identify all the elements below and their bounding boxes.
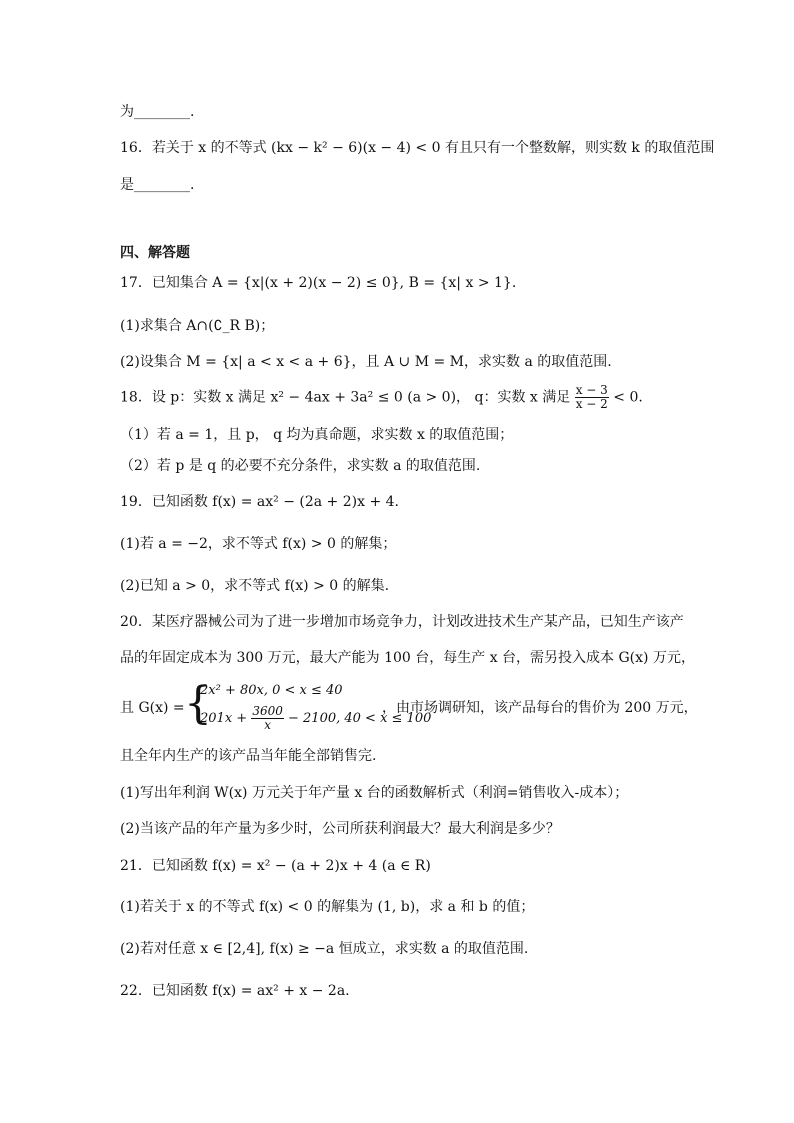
question-21: 21．已知函数 f(x) = x² − (a + 2)x + 4 (a ∈ R) [120,858,431,874]
left-brace: { [184,678,212,729]
question-19: 19．已知函数 f(x) = ax² − (2a + 2)x + 4. [120,494,399,510]
question-20: 20．某医疗器械公司为了进一步增加市场竞争力，计划改进技术生产某产品，已知生产该产 [120,614,684,630]
question-21-part-1: (1)若关于 x 的不等式 f(x) < 0 的解集为 (1, b)，求 a 和 b 的值； [120,899,535,915]
piecewise-case-1: 2x² + 80x, 0 < x ≤ 40 [200,683,343,698]
question-17-part-2: (2)设集合 M = {x| a < x < a + 6}，且 A ∪ M = M，求实数 a 的取值范围. [120,354,612,370]
question-20-line-4: 且全年内生产的该产品当年能全部销售完. [120,748,377,764]
piecewise-tail: ，由市场调研知，该产品每台的售价为 200 万元， [382,700,698,716]
fraction-denominator: x [264,718,271,732]
question-18-text: 18．设 p：实数 x 满足 x² − 4ax + 3a² ≤ 0 (a > 0)， q：实数 x 满足 [120,389,571,406]
piecewise-lead: 且 G(x) = [120,700,185,716]
fraction-numerator: x − 3 [575,383,608,397]
fraction [575,384,609,411]
question-18-part-1: （1）若 a = 1，且 p， q 均为真命题，求实数 x 的取值范围； [120,427,514,443]
question-20-line-2: 品的年固定成本为 300 万元，最大产能为 100 台，每生产 x 台，需另投入成本 G(x) 万元， [120,650,695,666]
question-19-part-1: (1)若 a = −2，求不等式 f(x) > 0 的解集； [120,536,397,552]
question-18-text-end: < 0. [613,389,643,406]
piecewise-case-2-start: 201x + [200,711,248,726]
fraction [251,705,284,732]
fraction-denominator: x − 2 [575,397,608,411]
question-20-part-1: (1)写出年利润 W(x) 万元关于年产量 x 台的函数解析式（利润=销售收入-成本）； [120,785,629,801]
piecewise-case-2-end: − 2100, 40 < x ≤ 100 [288,711,432,726]
question-18 [120,384,643,411]
question-20-part-2: (2)当该产品的年产量为多少时，公司所获利润最大？最大利润是多少？ [120,821,560,837]
section-heading: 四、解答题 [120,245,190,261]
question-18-part-2: （2）若 p 是 q 的必要不充分条件，求实数 a 的取值范围. [120,458,481,474]
question-16: 16．若关于 x 的不等式 (kx − k² − 6)(x − 4) < 0 有且只有一个整数解，则实数 k 的取值范围 [120,140,715,156]
answer-blank-line: 为________. [120,104,195,120]
question-17-part-1: (1)求集合 A∩(∁_R B)； [120,318,275,334]
question-19-part-2: (2)已知 a > 0，求不等式 f(x) > 0 的解集. [120,578,390,594]
question-21-part-2: (2)若对任意 x ∈ [2,4], f(x) ≥ −a 恒成立，求实数 a 的取值范围. [120,941,529,957]
question-22: 22．已知函数 f(x) = ax² + x − 2a. [120,983,350,999]
question-17: 17．已知集合 A = {x|(x + 2)(x − 2) ≤ 0}, B = {x| x > 1}. [120,275,517,291]
fraction-numerator: 3600 [252,704,283,718]
answer-blank-line-16: 是________. [120,177,195,193]
